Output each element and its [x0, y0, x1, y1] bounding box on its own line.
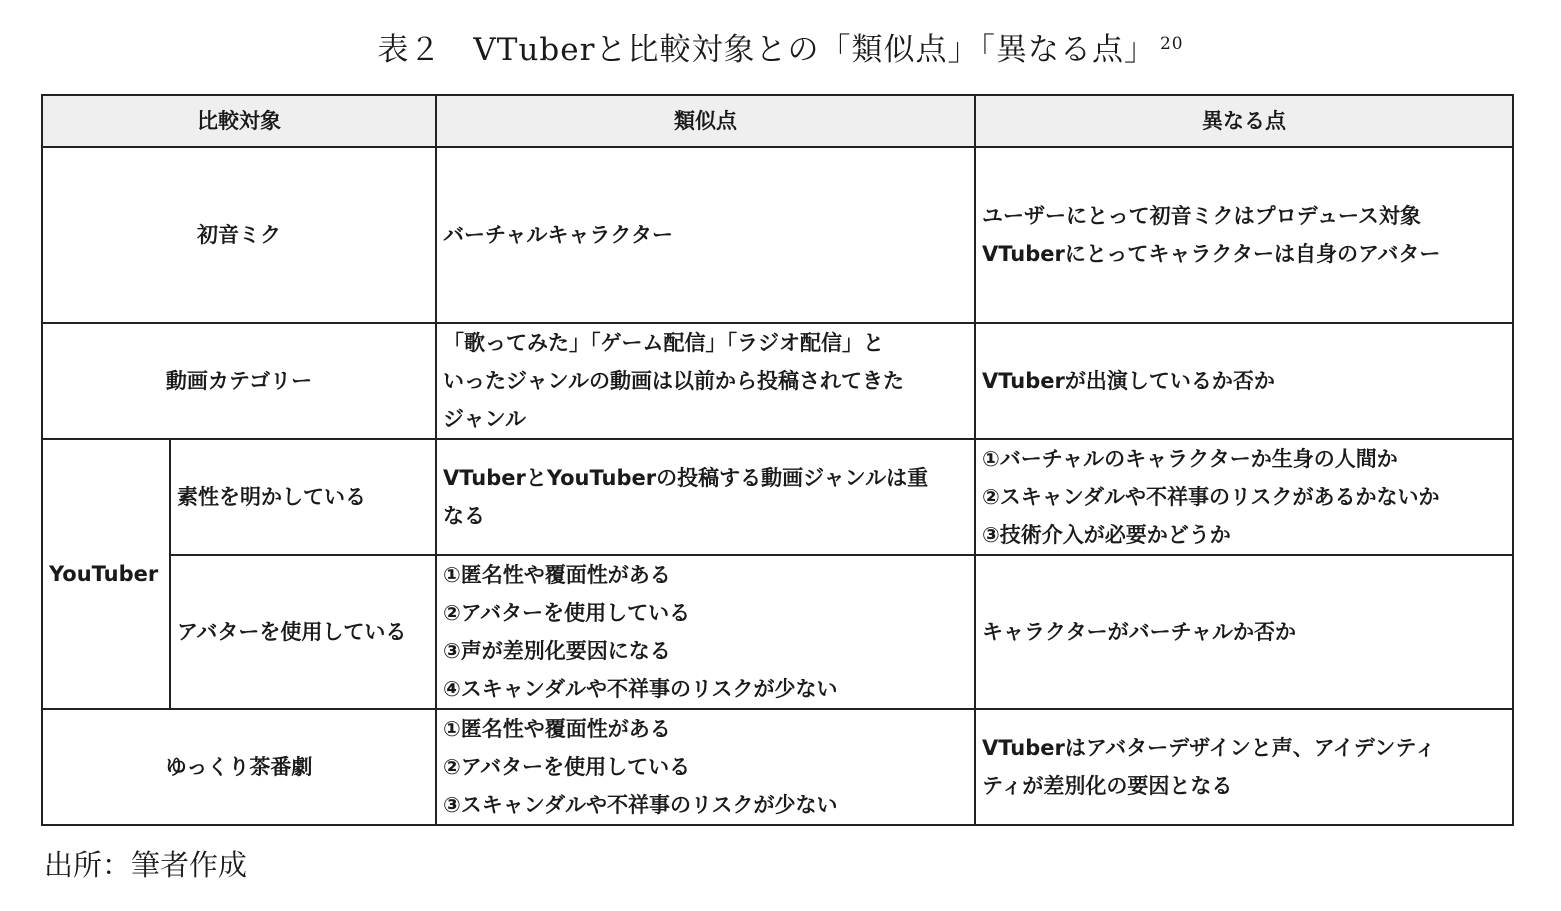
- similar-line: ②アバターを使用している: [443, 755, 691, 779]
- similar-cell: [436, 439, 975, 555]
- table-title: [0, 24, 1561, 69]
- different-cell: [975, 147, 1513, 323]
- different-line: ①バーチャルのキャラクターか生身の人間か: [982, 447, 1398, 471]
- subject-cell: 動画カテゴリー: [42, 323, 436, 439]
- header-row: [42, 95, 1513, 147]
- different-line: VTuberが出演しているか否か: [982, 369, 1275, 393]
- table-title-text: 表２ VTuberと比較対象との「類似点」「異なる点」: [377, 32, 1156, 68]
- different-line: ティが差別化の要因となる: [982, 774, 1233, 798]
- different-line: ②スキャンダルや不祥事のリスクがあるかないか: [982, 485, 1440, 509]
- footnote-marker: 20: [1159, 33, 1184, 54]
- similar-cell: [436, 147, 975, 323]
- similar-line: 「歌ってみた」「ゲーム配信」「ラジオ配信」と: [443, 331, 884, 355]
- different-line: VTuberはアバターデザインと声、アイデンティ: [982, 736, 1436, 760]
- similar-line: いったジャンルの動画は以前から投稿されてきた: [443, 369, 905, 393]
- table-row: [42, 555, 1513, 709]
- table-row: [42, 709, 1513, 825]
- table-row: [42, 147, 1513, 323]
- similar-line: ③声が差別化要因になる: [443, 639, 671, 663]
- different-line: VTuberにとってキャラクターは自身のアバター: [982, 242, 1441, 266]
- similar-line: ①匿名性や覆面性がある: [443, 563, 671, 587]
- similar-cell: [436, 709, 975, 825]
- header-similar: 類似点: [436, 95, 975, 147]
- different-cell: [975, 555, 1513, 709]
- similar-line: バーチャルキャラクター: [443, 223, 673, 247]
- similar-line: ②アバターを使用している: [443, 601, 691, 625]
- different-cell: [975, 439, 1513, 555]
- different-cell: [975, 709, 1513, 825]
- different-cell: [975, 323, 1513, 439]
- similar-line: ①匿名性や覆面性がある: [443, 717, 671, 741]
- header-subject: 比較対象: [42, 95, 436, 147]
- subject-cell: 初音ミク: [42, 147, 436, 323]
- subject-cell: 素性を明かしている: [170, 439, 436, 555]
- table-row: [42, 439, 1513, 555]
- similar-line: なる: [443, 504, 485, 528]
- table-row: [42, 323, 1513, 439]
- comparison-table: [41, 94, 1514, 826]
- subject-cell: アバターを使用している: [170, 555, 436, 709]
- group-cell: YouTuber: [42, 439, 170, 709]
- similar-line: ③スキャンダルや不祥事のリスクが少ない: [443, 793, 838, 817]
- different-line: ユーザーにとって初音ミクはプロデュース対象: [982, 204, 1421, 228]
- similar-line: ジャンル: [443, 407, 527, 431]
- different-line: ③技術介入が必要かどうか: [982, 523, 1231, 547]
- similar-line: ④スキャンダルや不祥事のリスクが少ない: [443, 677, 838, 701]
- subject-cell: ゆっくり茶番劇: [42, 709, 436, 825]
- similar-cell: [436, 323, 975, 439]
- header-different: 異なる点: [975, 95, 1513, 147]
- source-note: 出所：筆者作成: [44, 848, 248, 882]
- similar-cell: [436, 555, 975, 709]
- similar-line: VTuberとYouTuberの投稿する動画ジャンルは重: [443, 466, 929, 490]
- different-line: キャラクターがバーチャルか否か: [982, 620, 1296, 644]
